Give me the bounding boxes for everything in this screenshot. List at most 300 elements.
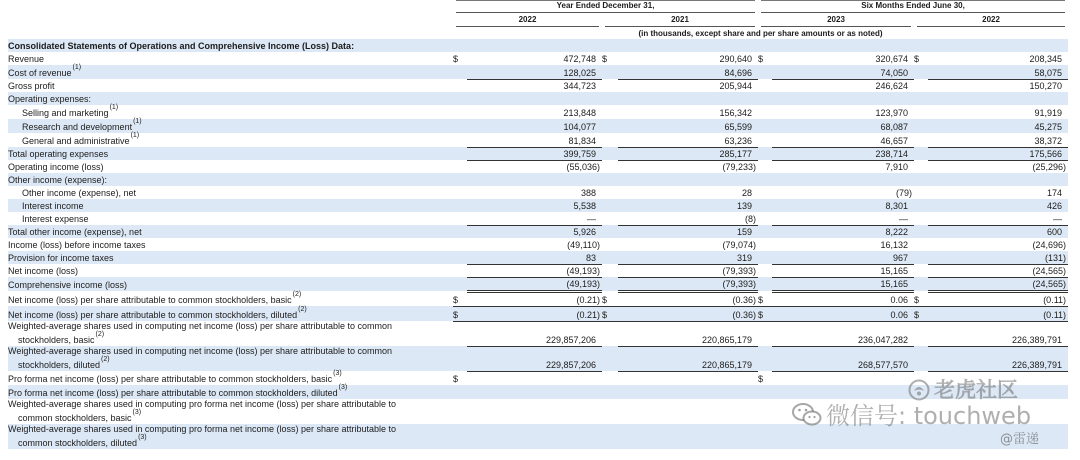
currency-sign [758, 346, 772, 371]
value-h1-2022: 91,919 [1034, 108, 1063, 118]
value-fy2022: 128,025 [467, 65, 602, 79]
currency-sign [758, 79, 772, 92]
currency-sign [758, 321, 772, 346]
row-label-text: stockholders, diluted [18, 360, 101, 370]
value-fy2022 [467, 92, 602, 105]
row-net-income-loss-per-share-attributable-to-common-stockholders-basic [8, 291, 1068, 306]
currency-sign [602, 385, 618, 399]
row-label-text: Net income (loss) per share attributable to common stockholders, diluted [8, 310, 298, 320]
currency-sign [914, 105, 928, 119]
row-total-other-income-expense-net [8, 225, 1068, 238]
footnote-marker: (3) [333, 370, 342, 377]
value-fy2022: (0.21) [467, 291, 602, 306]
value-h1-2023: 8,301 [772, 199, 914, 212]
value-h1-2023: 8,222 [772, 225, 914, 238]
row-cost-of-revenue [8, 65, 1068, 79]
column-group-label: Year Ended December 31, [456, 0, 755, 13]
row-label [8, 147, 453, 160]
currency-sign [914, 39, 928, 52]
column-group-header [758, 0, 1068, 13]
value-h1-2023: 268,577,570 [772, 346, 914, 371]
watermark-credit: @雷递 [1000, 432, 1040, 447]
currency-sign [758, 92, 772, 105]
row-label-text: Net income (loss) [8, 266, 79, 276]
row-label [8, 173, 453, 186]
column-group-header [453, 0, 758, 13]
currency-sign [453, 399, 467, 424]
currency-sign [914, 321, 928, 346]
row-label-text: Research and development [22, 122, 133, 132]
row-label [8, 346, 453, 371]
value-fy2022: 344,723 [563, 81, 596, 91]
value-h1-2023 [772, 173, 914, 186]
row-revenue [8, 52, 1068, 65]
currency-sign [602, 39, 618, 52]
footnote-marker: (2) [101, 356, 110, 363]
row-label-text: Revenue [8, 54, 45, 64]
value-h1-2023 [772, 39, 914, 52]
value-fy2022: 5,538 [467, 199, 602, 212]
footnote-marker: (1) [130, 132, 140, 139]
value-fy2022: 213,848 [563, 108, 596, 118]
row-label-line [8, 357, 453, 371]
currency-sign [453, 147, 467, 160]
row-net-income-loss [8, 264, 1068, 277]
row-label [8, 251, 453, 264]
value-fy2021 [618, 424, 758, 449]
currency-sign [453, 105, 467, 119]
value-h1-2022: 600 [928, 225, 1068, 238]
value-fy2022 [467, 173, 602, 186]
row-label-line: Weighted-average shares used in computing net income (loss) per share attributable to common [8, 321, 393, 331]
value-fy2022: 472,748 [563, 54, 596, 64]
row-income-loss-before-income-taxes [8, 238, 1068, 251]
currency-sign [453, 79, 467, 92]
currency-sign [914, 346, 928, 371]
row-label-line [8, 435, 453, 449]
footnote-marker: (1) [109, 104, 119, 111]
footnote-marker: (2) [292, 291, 302, 298]
value-h1-2023: 320,674 [875, 54, 909, 64]
footnote-marker: (3) [138, 434, 147, 441]
currency-sign [602, 399, 618, 424]
row-label-text: Operating income (loss) [8, 162, 104, 172]
row-label-line: Weighted-average shares used in computing pro forma net income (loss) per share attributable to [8, 424, 397, 434]
currency-sign [453, 385, 467, 399]
currency-sign [758, 385, 772, 399]
currency-sign [758, 277, 772, 291]
value-fy2022: (49,110) [567, 240, 600, 250]
column-group-label: Six Months Ended June 30, [761, 0, 1065, 13]
currency-sign [602, 264, 618, 277]
row-label-text: Interest expense [22, 214, 89, 224]
year-label: 2021 [605, 15, 755, 27]
currency-sign [453, 225, 467, 238]
year-header [602, 13, 758, 27]
watermark-brand: 老虎社区 [934, 378, 1018, 402]
value-h1-2023: 68,087 [772, 119, 914, 133]
currency-sign: $ [758, 54, 764, 64]
value-h1-2023: 16,132 [880, 240, 909, 250]
value-fy2021: 65,599 [618, 119, 758, 133]
currency-sign [758, 212, 772, 225]
currency-sign [602, 321, 618, 346]
currency-sign [758, 186, 772, 199]
value-fy2022 [467, 371, 602, 385]
row-selling-and-marketing [8, 105, 1068, 119]
value-fy2022: 229,857,206 [467, 321, 602, 346]
value-h1-2023: 246,624 [875, 81, 909, 91]
header-row-periods [8, 0, 1068, 13]
currency-sign [453, 264, 467, 277]
row-label-line: Weighted-average shares used in computing net income (loss) per share attributable to common [8, 346, 393, 356]
currency-sign: $ [758, 291, 772, 306]
value-fy2021: 63,236 [618, 133, 758, 147]
header-spacer [8, 0, 453, 13]
row-operating-expenses [8, 92, 1068, 105]
currency-sign [602, 424, 618, 449]
row-label [8, 424, 453, 449]
currency-sign: $ [453, 291, 467, 306]
value-fy2021 [618, 399, 758, 424]
currency-sign [602, 186, 618, 199]
currency-sign [453, 173, 467, 186]
header-spacer [8, 27, 453, 39]
currency-sign [758, 199, 772, 212]
value-fy2022: — [467, 212, 602, 225]
currency-sign [758, 133, 772, 147]
row-label [8, 119, 453, 133]
row-general-and-administrative [8, 133, 1068, 147]
currency-sign [453, 251, 467, 264]
currency-sign [914, 92, 928, 105]
row-weighted-average-shares-used-in-computing-net-income-loss-per-share-attributable-to-common [8, 346, 1068, 371]
currency-sign [914, 277, 928, 291]
value-fy2022: 81,834 [467, 133, 602, 147]
value-fy2021: (79,393) [618, 264, 758, 277]
row-label [8, 186, 453, 199]
value-h1-2022: (25,296) [1032, 162, 1067, 172]
value-h1-2022: 426 [928, 199, 1068, 212]
header-spacer [8, 13, 453, 27]
currency-sign [453, 424, 467, 449]
value-h1-2023: 15,165 [772, 264, 914, 277]
currency-sign [914, 173, 928, 186]
footnote-marker: (1) [133, 118, 142, 125]
row-consolidated-statements-of-operations-and-comprehensive-income-loss-data [8, 39, 1068, 52]
currency-sign [758, 225, 772, 238]
footnote-marker: (3) [132, 409, 142, 416]
currency-sign [602, 173, 618, 186]
value-h1-2022: (0.11) [928, 291, 1068, 306]
value-h1-2023: 74,050 [772, 65, 914, 79]
value-h1-2023: 7,910 [885, 162, 909, 172]
currency-sign: $ [602, 291, 618, 306]
row-label-text: Operating expenses: [8, 94, 92, 104]
value-fy2022: 104,077 [467, 119, 602, 133]
value-fy2021: 159 [618, 225, 758, 238]
row-label-text: Pro forma net income (loss) per share attributable to common stockholders, diluted [8, 388, 338, 398]
value-fy2022: 388 [580, 188, 596, 198]
currency-sign [914, 119, 928, 133]
currency-sign [914, 186, 928, 199]
row-label [8, 92, 453, 105]
value-fy2021: 156,342 [719, 108, 753, 118]
value-h1-2022: (24,696) [1032, 240, 1067, 250]
row-label-text: Total operating expenses [8, 149, 109, 159]
value-fy2021: (79,233) [722, 162, 757, 172]
row-label [8, 306, 453, 321]
currency-sign [453, 133, 467, 147]
currency-sign [602, 92, 618, 105]
wechat-icon [792, 402, 822, 428]
currency-sign [453, 119, 467, 133]
value-fy2022: 5,926 [467, 225, 602, 238]
value-fy2022 [467, 385, 602, 399]
row-label [8, 160, 453, 173]
value-h1-2023: 46,657 [772, 133, 914, 147]
row-research-and-development [8, 119, 1068, 133]
value-h1-2023: — [772, 212, 914, 225]
row-label-text: common stockholders, basic [18, 413, 132, 423]
row-label-line [8, 410, 453, 424]
currency-sign [453, 277, 467, 291]
currency-sign [758, 399, 772, 424]
value-h1-2022 [928, 92, 1068, 105]
currency-sign: $ [914, 291, 928, 306]
value-h1-2022: (24,565) [928, 264, 1068, 277]
footnote-marker: (2) [95, 331, 105, 338]
value-h1-2023: 238,714 [772, 147, 914, 160]
currency-sign [758, 147, 772, 160]
value-fy2021: 290,640 [719, 54, 753, 64]
row-gross-profit [8, 79, 1068, 92]
year-label: 2022 [456, 15, 599, 27]
value-h1-2022: 38,372 [928, 133, 1068, 147]
value-h1-2023: 967 [772, 251, 914, 264]
currency-sign: $ [602, 306, 618, 321]
currency-sign [602, 212, 618, 225]
value-h1-2022: 58,075 [928, 65, 1068, 79]
row-label-line: Weighted-average shares used in computing pro forma net income (loss) per share attributable to [8, 399, 397, 409]
value-fy2021: 205,944 [719, 81, 753, 91]
currency-sign: $ [453, 374, 459, 384]
currency-sign [758, 424, 772, 449]
row-label [8, 385, 453, 399]
currency-sign [914, 79, 928, 92]
currency-sign [453, 199, 467, 212]
row-label-text: Total other income (expense), net [8, 227, 142, 237]
value-h1-2022 [928, 173, 1068, 186]
row-label-text: Income (loss) before income taxes [8, 240, 146, 250]
currency-sign [914, 65, 928, 79]
value-fy2022: 399,759 [467, 147, 602, 160]
value-h1-2022: (0.11) [928, 306, 1068, 321]
row-label [8, 371, 453, 385]
footnote-marker: (2) [298, 306, 307, 313]
currency-sign [453, 39, 467, 52]
row-label-text: Provision for income taxes [8, 253, 114, 263]
currency-sign [602, 79, 618, 92]
row-provision-for-income-taxes [8, 251, 1068, 264]
currency-sign [758, 160, 772, 173]
value-fy2021: (79,393) [618, 277, 758, 291]
row-label-text: Cost of revenue [8, 68, 72, 78]
value-fy2022: (55,036) [566, 162, 600, 172]
row-label-text: stockholders, basic [18, 335, 95, 345]
row-interest-income [8, 199, 1068, 212]
currency-sign [914, 147, 928, 160]
currency-sign [453, 346, 467, 371]
value-h1-2023: 236,047,282 [772, 321, 914, 346]
currency-sign [914, 212, 928, 225]
value-fy2021 [618, 385, 758, 399]
value-h1-2022: 175,566 [928, 147, 1068, 160]
currency-sign [914, 264, 928, 277]
value-fy2021: 84,696 [618, 65, 758, 79]
value-fy2022 [467, 424, 602, 449]
row-weighted-average-shares-used-in-computing-net-income-loss-per-share-attributable-to-common [8, 321, 1068, 346]
value-fy2022: (49,193) [467, 264, 602, 277]
value-h1-2022: — [928, 212, 1068, 225]
row-label [8, 291, 453, 306]
row-label-text: Net income (loss) per share attributable to common stockholders, basic [8, 295, 292, 305]
value-fy2021: 220,865,179 [618, 346, 758, 371]
value-h1-2023: (79) [896, 188, 913, 198]
currency-sign [914, 251, 928, 264]
currency-sign: $ [914, 306, 928, 321]
currency-sign [758, 251, 772, 264]
value-fy2021: 319 [618, 251, 758, 264]
row-label [8, 264, 453, 277]
currency-sign [602, 225, 618, 238]
value-h1-2023 [772, 371, 914, 385]
row-label-text: Selling and marketing [22, 108, 109, 118]
row-total-operating-expenses [8, 147, 1068, 160]
value-h1-2022: 174 [1047, 188, 1063, 198]
value-h1-2023: 0.06 [772, 306, 914, 321]
year-header [453, 13, 602, 27]
row-label [8, 212, 453, 225]
value-h1-2022: 226,389,791 [928, 346, 1068, 371]
currency-sign [453, 212, 467, 225]
currency-sign [758, 119, 772, 133]
row-label-text: Consolidated Statements of Operations and Comprehensive Income (Loss) Data: [8, 41, 355, 51]
currency-sign: $ [602, 54, 608, 64]
unit-note: (in thousands, except share and per share amounts or as noted) [638, 29, 883, 38]
value-fy2021: 285,177 [618, 147, 758, 160]
currency-sign [602, 251, 618, 264]
value-fy2021: (0.36) [618, 306, 758, 321]
row-label [8, 225, 453, 238]
currency-sign [914, 225, 928, 238]
row-label [8, 321, 453, 346]
row-label-text: Other income (expense), net [22, 188, 137, 198]
currency-sign [602, 119, 618, 133]
value-fy2022 [467, 39, 602, 52]
year-header [914, 13, 1068, 27]
row-other-income-expense-net [8, 186, 1068, 199]
currency-sign [914, 133, 928, 147]
footnote-marker: (3) [338, 384, 348, 391]
value-fy2021: 28 [742, 188, 753, 198]
table-header [8, 0, 1068, 39]
header-row-years [8, 13, 1068, 27]
value-fy2021 [618, 371, 758, 385]
row-label [8, 39, 453, 52]
value-fy2021: 139 [618, 199, 758, 212]
row-label-text: Comprehensive income (loss) [8, 280, 128, 290]
value-fy2022: (49,193) [467, 277, 602, 291]
year-label: 2023 [761, 15, 911, 27]
currency-sign [914, 160, 928, 173]
row-label-text: General and administrative [22, 136, 130, 146]
currency-sign [914, 199, 928, 212]
currency-sign [758, 238, 772, 251]
row-label-text: Gross profit [8, 81, 55, 91]
row-interest-expense [8, 212, 1068, 225]
currency-sign: $ [914, 54, 920, 64]
currency-sign [453, 238, 467, 251]
currency-sign: $ [453, 306, 467, 321]
row-net-income-loss-per-share-attributable-to-common-stockholders-diluted [8, 306, 1068, 321]
currency-sign [602, 238, 618, 251]
value-h1-2022: 226,389,791 [928, 321, 1068, 346]
row-label [8, 105, 453, 119]
watermark-wechat-id: 微信号: touchweb [826, 402, 1032, 430]
currency-sign [758, 65, 772, 79]
row-other-income-expense [8, 173, 1068, 186]
value-fy2022 [467, 399, 602, 424]
value-h1-2023: 123,970 [875, 108, 909, 118]
currency-sign [758, 39, 772, 52]
value-fy2021: 220,865,179 [618, 321, 758, 346]
value-fy2021 [618, 39, 758, 52]
currency-sign [453, 321, 467, 346]
value-fy2021: (79,074) [722, 240, 757, 250]
currency-sign [758, 264, 772, 277]
currency-sign [453, 65, 467, 79]
value-fy2021 [618, 92, 758, 105]
currency-sign [602, 277, 618, 291]
row-label [8, 133, 453, 147]
value-fy2021: (8) [618, 212, 758, 225]
row-label-text: Pro forma net income (loss) per share attributable to common stockholders, basic [8, 374, 333, 384]
row-label-text: common stockholders, diluted [18, 438, 138, 448]
value-h1-2022: (24,565) [928, 277, 1068, 291]
row-label [8, 65, 453, 79]
row-label-text: Interest income [22, 201, 84, 211]
currency-sign [602, 65, 618, 79]
value-h1-2022: 208,345 [1029, 54, 1063, 64]
currency-sign [602, 105, 618, 119]
value-h1-2022: (131) [928, 251, 1068, 264]
value-fy2022: 229,857,206 [467, 346, 602, 371]
value-fy2021: (0.36) [618, 291, 758, 306]
value-h1-2022: 150,270 [1029, 81, 1063, 91]
year-label: 2022 [917, 15, 1065, 27]
footnote-marker: (1) [72, 64, 82, 71]
currency-sign: $ [758, 306, 772, 321]
currency-sign [453, 186, 467, 199]
row-label-line [8, 332, 453, 346]
currency-sign [758, 173, 772, 186]
currency-sign [914, 238, 928, 251]
header-row-units [8, 27, 1068, 39]
row-label [8, 277, 453, 291]
row-label-text: Other income (expense): [8, 175, 108, 185]
currency-sign [602, 147, 618, 160]
